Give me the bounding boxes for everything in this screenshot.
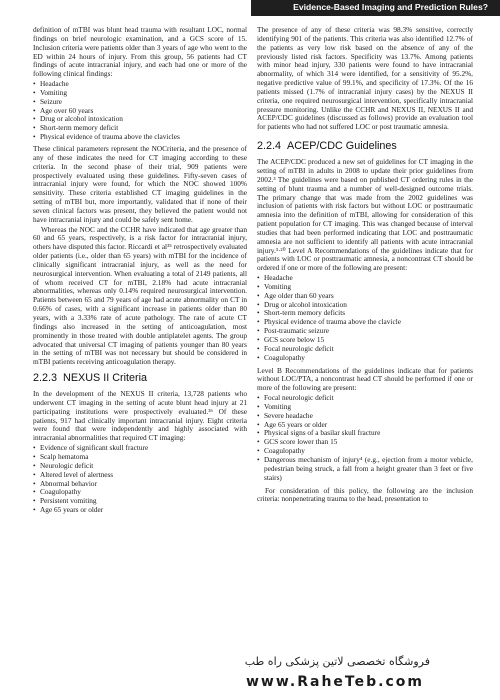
section-heading-acep <box>257 140 473 153</box>
list-item: • Focal neurologic deficit <box>257 394 473 403</box>
list-item: • Drug or alcohol intoxication <box>33 115 247 124</box>
list-item: • Altered level of alertness <box>33 471 247 480</box>
list-item: • Headache <box>257 274 473 283</box>
list-item: • Severe headache <box>257 412 473 421</box>
list-item: • GCS score below 15 <box>257 336 473 345</box>
list-item: • Coagulopathy <box>33 488 247 497</box>
left-column <box>33 26 247 517</box>
watermark-url: www.RaheTeb.com <box>246 674 424 690</box>
list-item: • Age 65 years or older <box>257 421 473 430</box>
left-paragraph-1: definition of mTBI was blunt head trauma with resultant LOC, normal findings on brief neurologic examination, and a GCS score of 15. Inclusion criteria were patients older than 3 years of age who went to the ED within 24 hours of injury. From this group, 56 patients had CT findings of acute intracranial injury, and each had one or more of the following clinical findings: <box>33 25 247 79</box>
list-item: • Persistent vomiting <box>33 497 247 506</box>
list-item: • Age over 60 years <box>33 107 247 116</box>
list-item: • Physical signs of a basilar skull fracture <box>257 429 473 438</box>
list-item: • Focal neurologic deficit <box>257 345 473 354</box>
right-paragraph-3: Level B Recommendations of the guidelines indicate that for patients without LOC/PTA, a noncontrast head CT should be performed if one or more of the following are present: <box>257 365 473 393</box>
right-paragraph-4: For consideration of this policy, the following are the inclusion criteria: nonpenetrating trauma to the head, presentation to <box>257 485 473 504</box>
running-header-title: Evidence-Based Imaging and Prediction Rules? <box>293 2 488 12</box>
running-header-bar <box>251 0 500 16</box>
list-item: • Vomiting <box>257 283 473 292</box>
section-number: 2.2.4 <box>257 140 282 153</box>
left-bullet-list-1 <box>33 80 247 142</box>
list-item: • Scalp hematoma <box>33 453 247 462</box>
list-item: • Short-term memory deficit <box>33 124 247 133</box>
right-paragraph-1: The presence of any of these criteria was 98.3% sensitive, correctly identifying 901 of the patients. This criteria was also identified 12.7% of the patients as very low risk based on the absence of any of the previously listed risk factors. Specificity was 13.7%. Among patients with minor head injury, 330 patients were found to have intracranial abnormality, of which 314 were identified, for a sensitivity of 95.2%, negative predictive value of 99.1%, and specificity of 17.3%. Of the 16 patients missed (1.7% of intracranial injury cases) by the NEXUS II criteria, one required neurosurgical intervention, specifically intracranial pressure monitoring. Unlike the CCHR and NEXUS II, NEXUS II and ACEP/CDC guidelines (discussed as follows) provide an evaluation tool for patients who had not suffered LOC or post traumatic amnesia. <box>257 25 473 132</box>
list-item: • Coagulopathy <box>257 447 473 456</box>
list-item: • Post-traumatic seizure <box>257 327 473 336</box>
list-item: • Physical evidence of trauma above the clavicles <box>33 133 247 142</box>
list-item: • Vomiting <box>33 89 247 98</box>
right-bullet-list-2 <box>257 394 473 482</box>
list-item: • Evidence of significant skull fracture <box>33 444 247 453</box>
watermark-store-name: فروشگاه تخصصی لاتین پزشکی راه طب <box>244 655 430 668</box>
right-bullet-list-1 <box>257 274 473 362</box>
list-item: • Dangerous mechanism of injury⁴ (e.g., ejection from a motor vehicle, pedestrian being struck, a fall from a height greater than 3 feet or five stairs) <box>257 456 473 483</box>
list-item: • Age older than 60 years <box>257 292 473 301</box>
list-item: • Headache <box>33 80 247 89</box>
list-item: • GCS score lower than 15 <box>257 438 473 447</box>
list-item: • Drug or alcohol intoxication <box>257 301 473 310</box>
list-item: • Age 65 years or older <box>33 506 247 515</box>
list-item: • Short-term memory deficits <box>257 309 473 318</box>
right-column <box>257 26 473 505</box>
left-paragraph-3: Whereas the NOC and the CCHR have indicated that age greater than 60 and 65 years, respectively, is a risk factor for intracranial injury, others have disputed this factor. Riccardi et al³⁵ retrospectively evaluated older patients (i.e., older than 65 years) with mTBI for the incidence of clinically significant intracranial injury, as well as the need for neurosurgical intervention. When evaluating a total of 2149 patients, all of whom received CT for mTBI, 2.18% had acute intracranial abnormalities, whereas only 0.14% required neurosurgical intervention. Patients between 65 and 79 years of age had acute abnormality on CT in 0.66% of cases, with a significant increase in patients older than 80 years, with a 3.33% rate of acute pathology. The rate of acute CT findings also increased in the setting of anticoagulation, most prominently in those treated with double antiplatelet agents. The group advocated that universal CT imaging of patients younger than 80 years in the setting of mTBI was not necessary but should be considered in mTBI patients receiving anticoagulation therapy. <box>33 224 247 367</box>
section-title: NEXUS II Criteria <box>63 372 148 385</box>
right-paragraph-2: The ACEP/CDC produced a new set of guidelines for CT imaging in the setting of mTBI in adults in 2008 to update their prior guidelines from 2002.³ The guidelines were based on published CT ordering rules in the setting of blunt trauma and a number of well-designed outcome trials. The primary change that was made from the 2002 guidelines was inclusion of patients with risk factors but without LOC or posttraumatic amnesia into the definition of mTBI, allowing for consideration of this patient population for CT imaging. This was changed because of interval studies that had been performed indicating that LOC and posttraumatic amnesia are not sufficient to identify all patients with acute intracranial injury.³·²⁰ Level A Recommendations of the guidelines indicate that for patients with LOC or posttraumatic amnesia, a noncontrast CT should be ordered if one or more of the following are present: <box>257 157 473 273</box>
list-item: • Vomiting <box>257 403 473 412</box>
list-item: • Abnormal behavior <box>33 480 247 489</box>
list-item: • Physical evidence of trauma above the clavicle <box>257 318 473 327</box>
left-bullet-list-2 <box>33 444 247 515</box>
section-title: ACEP/CDC Guidelines <box>287 140 397 153</box>
section-number: 2.2.3 <box>33 372 58 385</box>
list-item: • Neurologic deficit <box>33 462 247 471</box>
left-paragraph-4: In the development of the NEXUS II criteria, 13,728 patients who underwent CT imaging in the setting of acute blunt head injury at 21 participating institutions were prospectively evaluated.³⁶ Of these patients, 917 had clinically important intracranial injury. Eight criteria were found that were independently and highly associated with intracranial abnormalities that required CT imaging: <box>33 389 247 443</box>
list-item: • Coagulopathy <box>257 354 473 363</box>
list-item: • Seizure <box>33 98 247 107</box>
section-heading-nexus <box>33 372 247 385</box>
left-paragraph-2: These clinical parameters represent the NOCriteria, and the presence of any of these indicates the need for CT imaging according to these criteria. In the second phase of their trial, 909 patients were prospectively evaluated using these guidelines. Fifty-seven cases of intracranial injury were found, for which the NOC showed 100% sensitivity. These criteria established CT imaging guidelines in the setting of mTBI but, more importantly, validated that if none of their seven clinical factors was present, they believed the patient would not have intracranial injury and could be safely sent home. <box>33 143 247 224</box>
